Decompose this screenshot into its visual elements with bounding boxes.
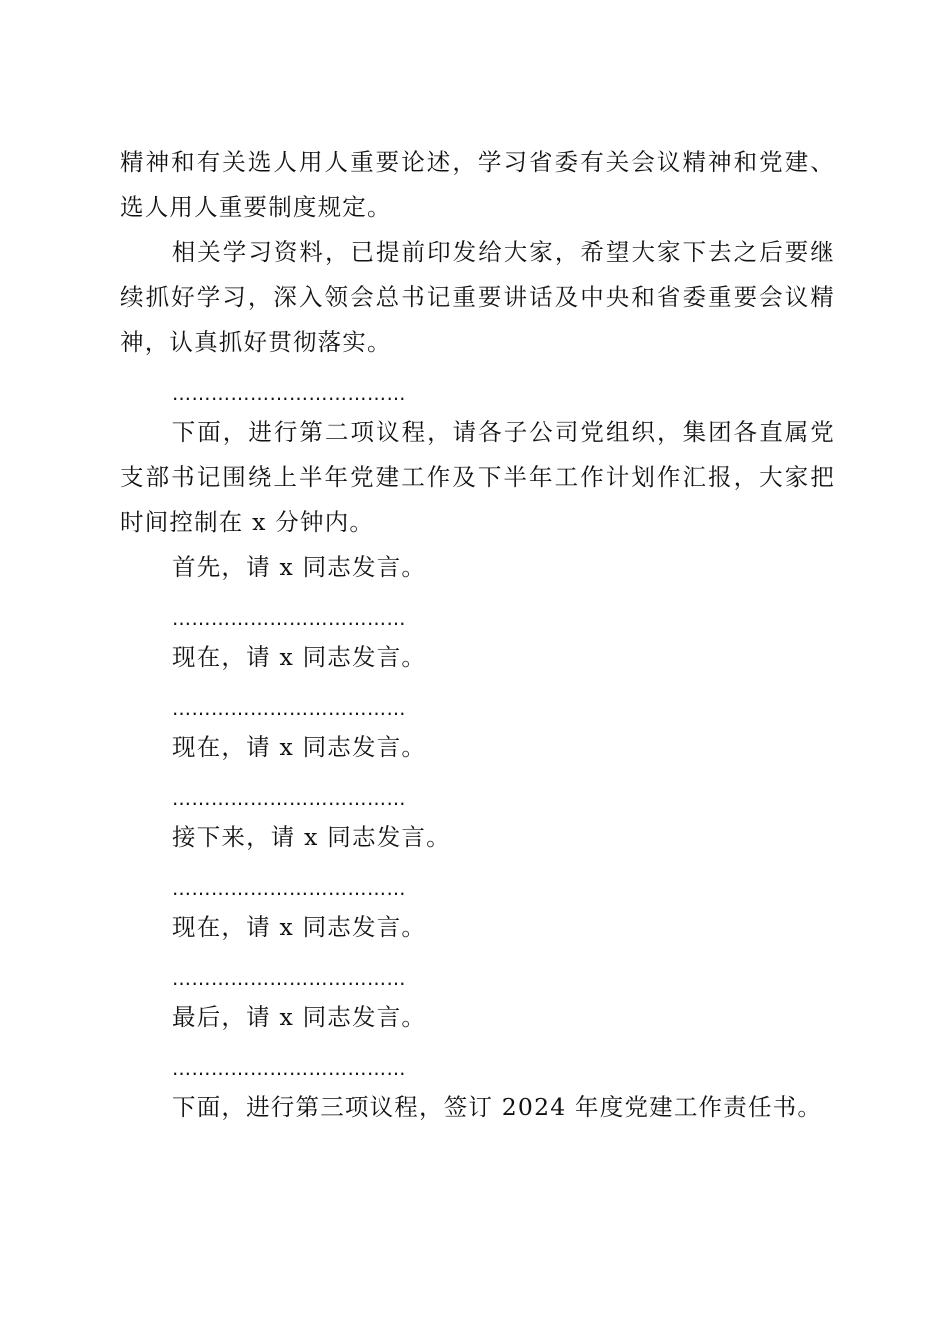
ellipsis-separator [120, 860, 835, 905]
ellipsis-text: ……………………………… [172, 698, 406, 720]
ellipsis-separator [120, 950, 835, 995]
ellipsis-text: ……………………………… [172, 1058, 406, 1080]
ellipsis-separator [120, 590, 835, 635]
speaker-line: 最后，请 x 同志发言。 [172, 1003, 427, 1031]
paragraph-study-materials: 相关学习资料，已提前印发给大家，希望大家下去之后要继续抓好学习，深入领会总书记重要讲话及中央和省委重要会议精神，认真抓好贯彻落实。 [120, 238, 835, 356]
speaker-line: 现在，请 x 同志发言。 [172, 913, 427, 941]
speaker-line: 现在，请 x 同志发言。 [172, 643, 427, 671]
ellipsis-text: ……………………………… [172, 878, 406, 900]
speaker-line: 现在，请 x 同志发言。 [172, 733, 427, 761]
ellipsis-separator [120, 680, 835, 725]
paragraph-continued: 精神和有关选人用人重要论述，学习省委有关会议精神和党建、选人用人重要制度规定。 [120, 148, 835, 221]
speaker-line: 首先，请 x 同志发言。 [172, 553, 427, 581]
ellipsis-text: ……………………………… [172, 383, 406, 405]
document-body [120, 140, 835, 1130]
speaker-line: 接下来，请 x 同志发言。 [172, 823, 451, 851]
ellipsis-separator [120, 770, 835, 815]
ellipsis-text: ……………………………… [172, 968, 406, 990]
ellipsis-text: ……………………………… [172, 788, 406, 810]
paragraph-agenda-three: 下面，进行第三项议程，签订 2024 年度党建工作责任书。 [172, 1093, 823, 1121]
ellipsis-separator [120, 365, 835, 410]
ellipsis-separator [120, 1040, 835, 1085]
paragraph-agenda-two: 下面，进行第二项议程，请各子公司党组织，集团各直属党支部书记围绕上半年党建工作及下半年工作计划作汇报，大家把时间控制在 x 分钟内。 [120, 418, 835, 536]
ellipsis-text: ……………………………… [172, 608, 406, 630]
